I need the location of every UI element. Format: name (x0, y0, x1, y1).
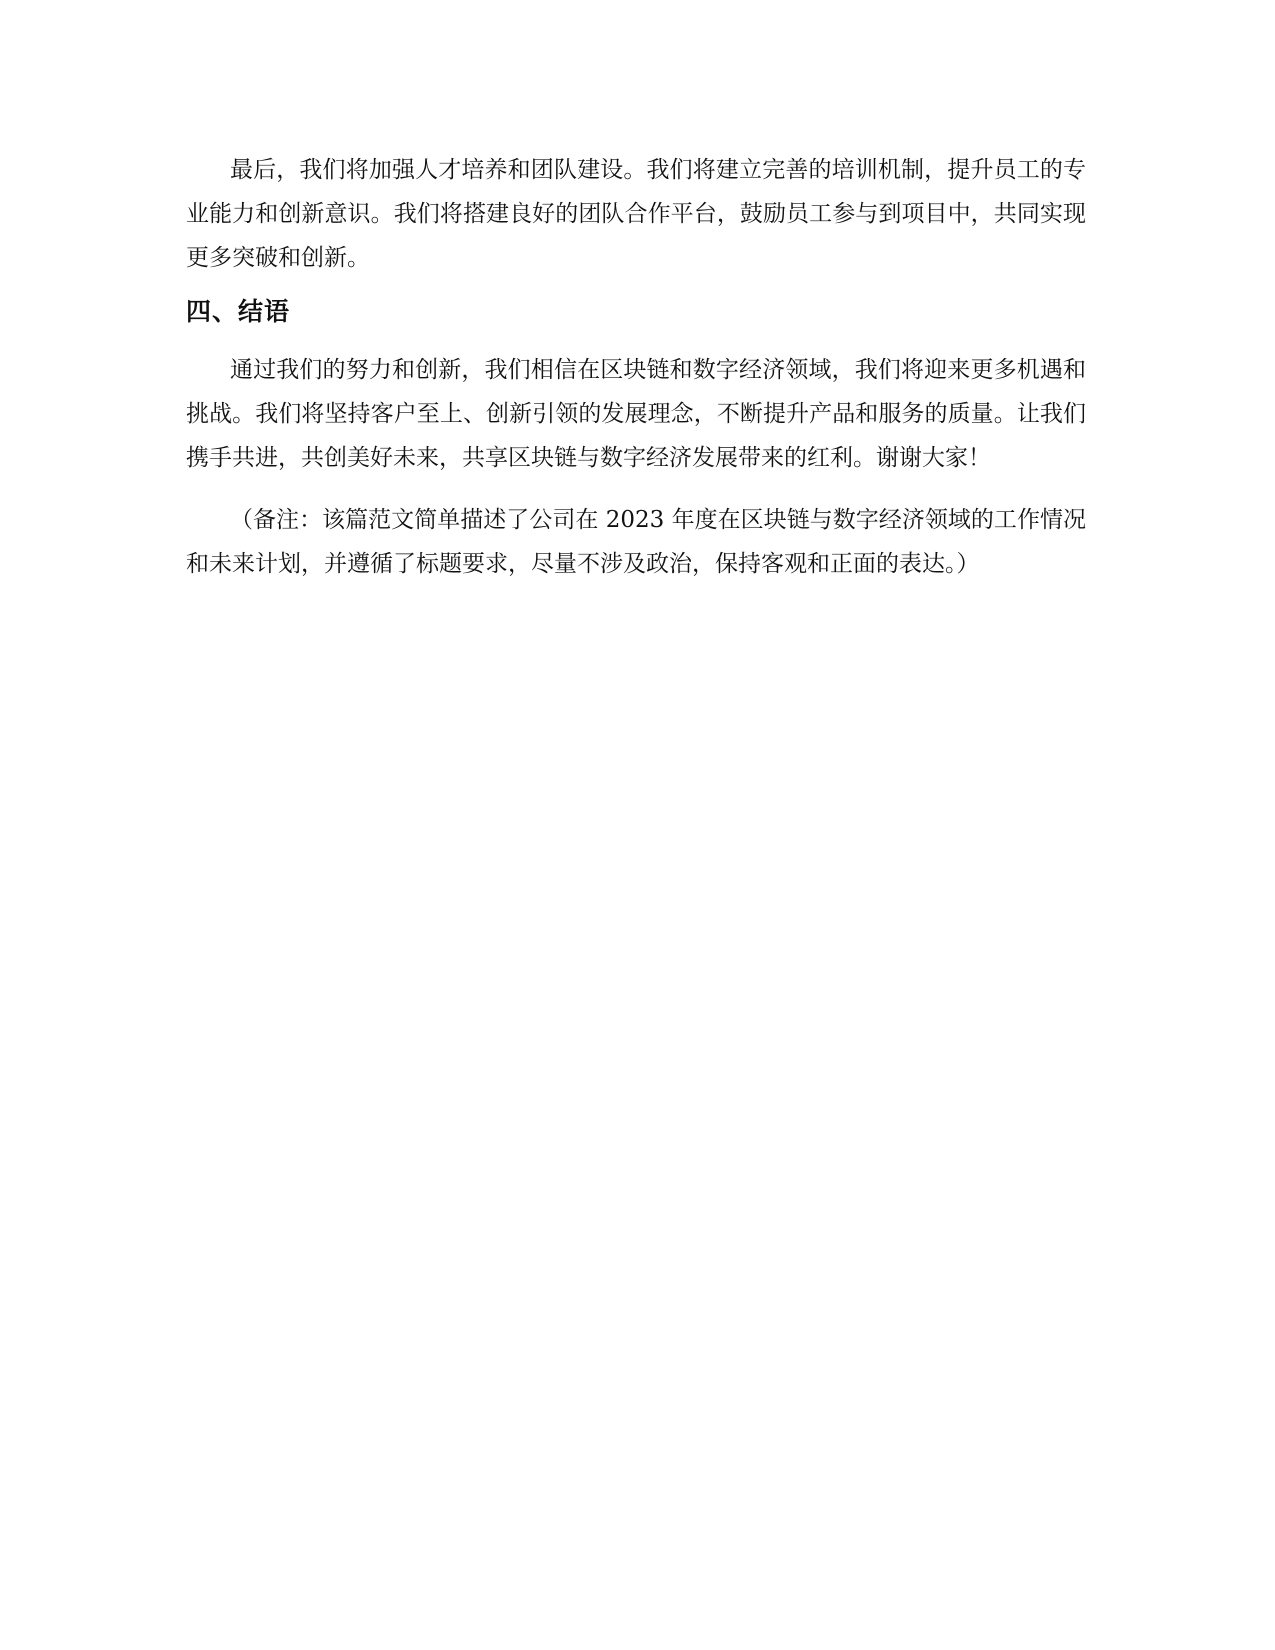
paragraph-note: （备注：该篇范文简单描述了公司在 2023 年度在区块链与数字经济领域的工作情况和未来计划，并遵循了标题要求，尽量不涉及政治，保持客观和正面的表达。） (186, 507, 1086, 577)
document-body (186, 148, 1086, 586)
section-heading-conclusion: 四、结语 (186, 297, 291, 326)
paragraph-conclusion: 通过我们的努力和创新，我们相信在区块链和数字经济领域，我们将迎来更多机遇和挑战。我们将坚持客户至上、创新引领的发展理念，不断提升产品和服务的质量。让我们携手共进，共创美好未来，共享区块链与数字经济发展带来的红利。谢谢大家！ (186, 357, 1086, 471)
paragraph-talent-team-building: 最后，我们将加强人才培养和团队建设。我们将建立完善的培训机制，提升员工的专业能力和创新意识。我们将搭建良好的团队合作平台，鼓励员工参与到项目中，共同实现更多突破和创新。 (186, 157, 1086, 271)
